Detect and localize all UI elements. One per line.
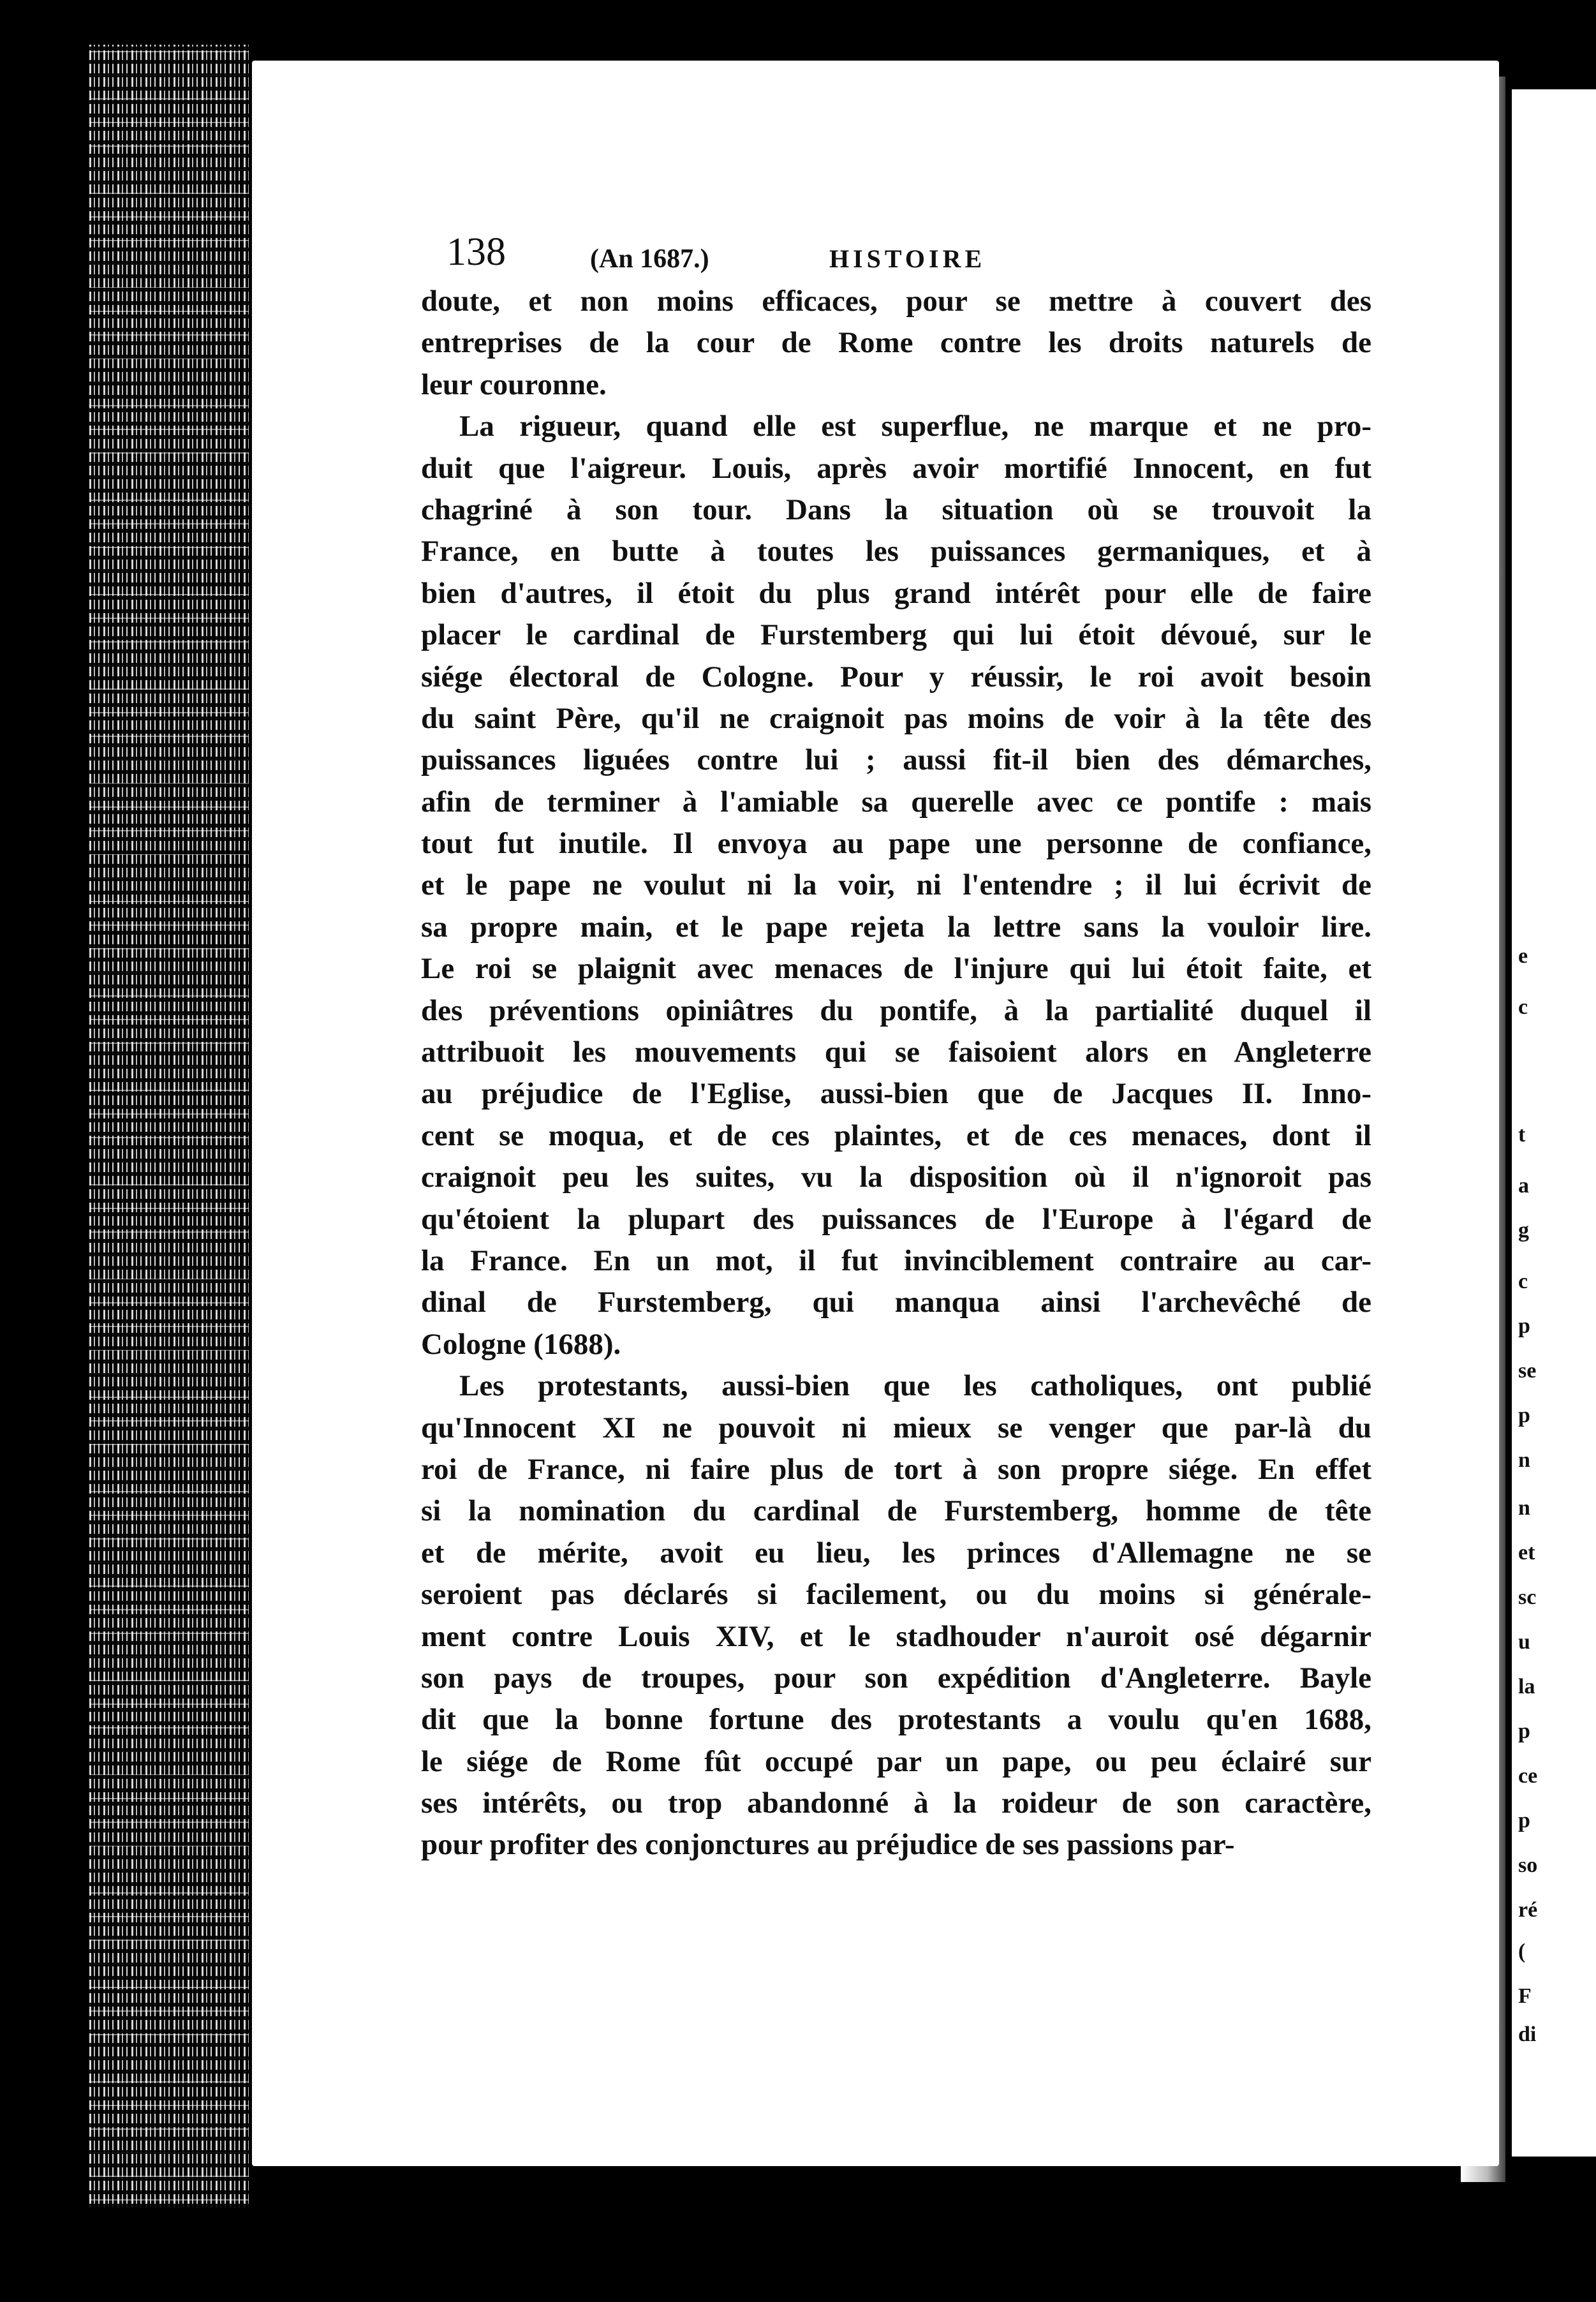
facing-page-fragment: u: [1518, 1630, 1530, 1654]
text-line: placer le cardinal de Furstemberg qui lui étoit dévoué, sur le: [421, 618, 1371, 652]
text-line: Les protestants, aussi-bien que les catholiques, ont publié: [459, 1369, 1371, 1403]
facing-page-fragment: p: [1518, 1404, 1530, 1427]
text-line: et le pape ne voulut ni la voir, ni l'entendre ; il lui écrivit de: [421, 868, 1371, 902]
text-line: puissances liguées contre lui ; aussi fit-il bien des démarches,: [421, 743, 1371, 777]
facing-page-fragment: F: [1518, 1984, 1532, 2008]
text-line: au préjudice de l'Eglise, aussi-bien que de Jacques II. Inno-: [421, 1077, 1371, 1111]
text-line: dinal de Furstemberg, qui manqua ainsi l'archevêché de: [421, 1286, 1371, 1319]
text-line: le siége de Rome fût occupé par un pape, ou peu éclairé sur: [421, 1744, 1371, 1778]
facing-page-fragment: a: [1518, 1174, 1529, 1198]
facing-page-fragment: p: [1518, 1314, 1530, 1338]
facing-page-fragment: ce: [1518, 1764, 1538, 1788]
text-line: doute, et non moins efficaces, pour se mettre à couvert des: [421, 285, 1371, 318]
facing-page-fragment: ré: [1518, 1898, 1538, 1922]
year-label: (An 1687.): [590, 244, 709, 274]
facing-page-fragment: se: [1518, 1359, 1537, 1383]
facing-page-fragment: e: [1518, 944, 1528, 968]
facing-page-fragment: g: [1518, 1219, 1529, 1242]
text-line: tout fut inutile. Il envoya au pape une personne de confiance,: [421, 827, 1371, 861]
text-line: son pays de troupes, pour son expédition d'Angleterre. Bayle: [421, 1661, 1371, 1695]
text-line: craignoit peu les suites, vu la disposition où il n'ignoroit pas: [421, 1161, 1371, 1194]
facing-page-fragment: et: [1518, 1541, 1535, 1564]
text-line: ses intérêts, ou trop abandonné à la roideur de son caractère,: [421, 1786, 1371, 1820]
text-line: siége électoral de Cologne. Pour y réussir, le roi avoit besoin: [421, 660, 1371, 694]
facing-page-fragment: sc: [1518, 1585, 1537, 1609]
facing-page-fragment: p: [1518, 1719, 1530, 1743]
facing-page-fragment: n: [1518, 1448, 1530, 1472]
text-line: roi de France, ni faire plus de tort à son propre siége. En effet: [421, 1452, 1371, 1486]
text-line: La rigueur, quand elle est superflue, ne marque et ne pro-: [459, 410, 1371, 443]
running-head: HISTOIRE: [829, 244, 986, 273]
text-line: duit que l'aigreur. Louis, après avoir mortifié Innocent, en fut: [421, 451, 1371, 485]
facing-page-fragment: p: [1518, 1809, 1530, 1832]
text-line: du saint Père, qu'il ne craignoit pas moins de voir à la tête des: [421, 701, 1371, 735]
text-line: pour profiter des conjonctures au préjudice de ses passions par-: [421, 1828, 1235, 1862]
facing-page-fragment: la: [1518, 1675, 1535, 1698]
text-line: entreprises de la cour de Rome contre les droits naturels de: [421, 326, 1371, 360]
page-number: 138: [447, 230, 506, 274]
text-line: des préventions opiniâtres du pontife, à la partialité duquel il: [421, 993, 1371, 1027]
text-line: leur couronne.: [421, 368, 607, 401]
text-line: la France. En un mot, il fut invinciblement contraire au car-: [421, 1244, 1371, 1277]
text-line: si la nomination du cardinal de Furstemberg, homme de tête: [421, 1494, 1371, 1528]
text-line: et de mérite, avoit eu lieu, les princes d'Allemagne ne se: [421, 1536, 1371, 1570]
text-line: Cologne (1688).: [421, 1327, 621, 1361]
text-line: seroient pas déclarés si facilement, ou du moins si générale-: [421, 1578, 1371, 1612]
facing-page-fragment: c: [1518, 1270, 1528, 1293]
text-line: cent se moqua, et de ces plaintes, et de ces menaces, dont il: [421, 1118, 1371, 1152]
facing-page-fragment: (: [1518, 1940, 1526, 1963]
text-line: qu'étoient la plupart des puissances de l'Europe à l'égard de: [421, 1202, 1371, 1236]
facing-page-fragment: c: [1518, 995, 1528, 1019]
text-line: attribuoit les mouvements qui se faisoient alors en Angleterre: [421, 1036, 1371, 1069]
text-line: sa propre main, et le pape rejeta la lettre sans la vouloir lire.: [421, 910, 1371, 944]
page-header: [447, 230, 1403, 281]
spine-texture: [89, 45, 249, 2208]
text-line: afin de terminer à l'amiable sa querelle avec ce pontife : mais: [421, 785, 1371, 819]
facing-page-fragment: so: [1518, 1853, 1538, 1877]
text-line: chagriné à son tour. Dans la situation où se trouvoit la: [421, 493, 1371, 526]
facing-page-edge: [1512, 89, 1596, 2157]
body-text: [421, 281, 1371, 1866]
text-line: bien d'autres, il étoit du plus grand intérêt pour elle de faire: [421, 576, 1371, 610]
text-line: dit que la bonne fortune des protestants a voulu qu'en 1688,: [421, 1703, 1371, 1737]
facing-page-fragment: n: [1518, 1496, 1530, 1520]
text-line: France, en butte à toutes les puissances germaniques, et à: [421, 535, 1371, 568]
text-line: qu'Innocent XI ne pouvoit ni mieux se venger que par-là du: [421, 1411, 1371, 1444]
text-line: ment contre Louis XIV, et le stadhouder n'auroit osé dégarnir: [421, 1619, 1371, 1653]
text-line: Le roi se plaignit avec menaces de l'injure qui lui étoit faite, et: [421, 952, 1371, 986]
facing-page-fragment: t: [1518, 1123, 1526, 1147]
facing-page-fragment: di: [1518, 2023, 1537, 2046]
